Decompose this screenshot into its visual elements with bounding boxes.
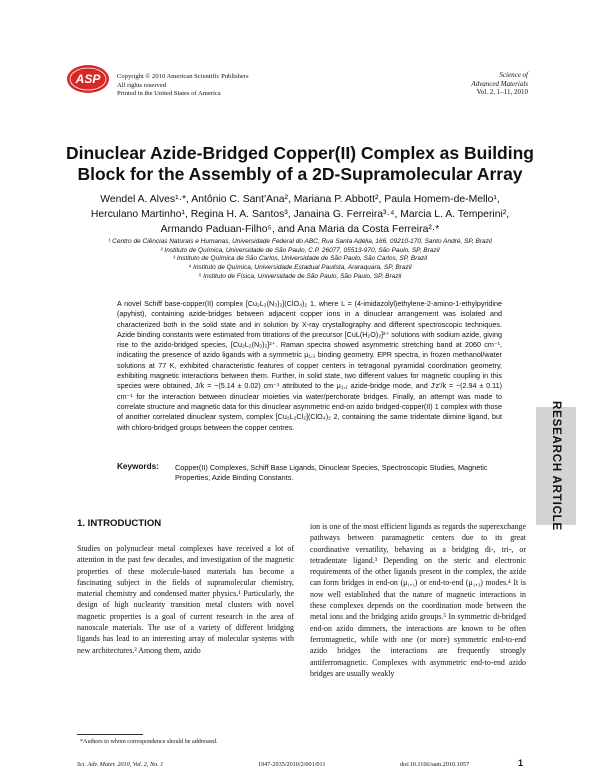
keywords-label: Keywords: (117, 462, 159, 471)
footer-doi: doi:10.1166/sam.2010.1057 (400, 761, 470, 768)
keywords-text: Copper(II) Complexes, Schiff Base Ligands, Dinuclear Species, Spectroscopic Studies, Magnetic Properties, Azide Binding Constants. (175, 463, 488, 483)
author-line: Armando Paduan-Filho⁵, and Ana Maria da Costa Ferreira²·* (160, 224, 440, 235)
intro-column-left: Studies on polynuclear metal complexes have received a lot of attention in the past few decades, and investigation of the magnetic properties of these molecule-based materials has become a fascinating subject in the fields of supramolecular chemistry, material chemistry and condensed matter physics.¹ Particularly, the design of high nuclearity transition metal clusters with novel magnetic properties is a goal of current research in the area of nanoscale materials. The use of a variety of different bridging ligands has lead to an interesting array of molecular systems with new architectures.² Among them, azido (77, 544, 294, 655)
author-line: Herculano Martinho¹, Regina H. A. Santos³, Janaina G. Ferreira³·⁴, Marcia L. A. Temperini², (90, 209, 510, 220)
section-heading: 1. INTRODUCTION (77, 518, 162, 529)
author-line: Wendel A. Alves¹·*, Antônio C. Sant'Ana², Mariana P. Abbott², Paula Homem-de-Mello¹, (100, 194, 500, 205)
copyright-block (117, 73, 249, 99)
asp-logo (66, 64, 110, 94)
footnote-divider (77, 734, 143, 735)
affiliation: ⁵ Instituto de Física, Universidade de São Paulo, São Paulo, SP, Brazil (198, 272, 402, 280)
paper-title: Dinuclear Azide-Bridged Copper(II) Complex as Building Block for the Assembly of a 2D-Supramolecular Array (65, 143, 534, 184)
journal-name-line: Advanced Materials (471, 79, 528, 88)
intro-column-right: ion is one of the most efficient ligands as regards the superexchange pathways between paramagnetic centers due to its great coordinative versatility, behaving as a bridging di-, tri-, or tetradentate ligand.³ Depending on the steric and electronic requirements of the other ligands present in the complex, the azide can form bridges in end-on (μ₁,₁) or end-to-end (μ₁,₃) modes.⁴ It is now well established that the nature of magnetic interactions in these complexes depends on the coordination mode between the metal ions and the bridging azido groups.⁵ In symmetric di-bridged end-on azido dimmers, the interactions are known to be often ferromagnetic, while with one (or more) symmetric end-to-end azido bridges the interactions are frequently strongly antiferromagnetic. Complexes with asymmetric end-to-end azido bridges are usually weakly (310, 522, 526, 678)
sidebar-label: RESEARCH ARTICLE (550, 401, 562, 531)
footer-issn: 1947-2935/2010/2/001/011 (258, 761, 326, 768)
affiliation: ³ Instituto de Química de São Carlos, Universidade de São Paulo, São Carlos, SP, Brazil (172, 255, 428, 263)
affiliation: ² Instituto de Química, Universidade de São Paulo, C.P. 26077, 05513-970, São Paulo, SP, Brazil (160, 246, 440, 254)
logo-text: ASP (75, 72, 101, 86)
author-list (80, 192, 520, 237)
copyright-line: Copyright © 2010 American Scientific Publishers (117, 73, 249, 80)
abstract: A novel Schiff base-copper(II) complex [Cu₂L₂(N₃)₂](ClO₄)₂ 1, where L = (4-imidazolyl)ethylene-2-amino-1-ethylpyridine (apyhist), containing azide-bridges between adjacent copper ions in a dinuclear arrangement was isolated and characterized both in the solid state and in solution by X-ray crystallography and different spectroscopic techniques. Azide binding constants were estimated from titrations of the precursor [CuL(H₂O)₂]²⁺ solutions with sodium azide, giving rise to the azido-bridged species, [Cu₂L₂(N₃)₂]²⁺. Raman spectra showed asymmetric stretching band at 2060 cm⁻¹, indicating the presence of azido ligands with a symmetric μ₁,₁ binding geometry. EPR spectra, in frozen methanol/water solutions at 77 K, exhibited characteristic features of copper centers in tetragonal pyramidal coordination geometry, exhibiting magnetic interactions between them. Further, in solid state, two different values for magnetic coupling in this species were obtained, J/k = −(5.14 ± 0.02) cm⁻¹ attributed to the μ₁,₁ azide-bridge mode, and J′z′/k = −(2.94 ± 0.11) cm⁻¹ for the interaction between dinuclear moieties via water/perchorate bridges. Finally, an attempt was made to correlate structure and magnetic data for this dinuclear asymmetric end-on azido bridged-copper(II) 1 complex with those of another correlated dinuclear system, complex [Cu₂L₂Cl₂](ClO₄)₂ 2, containing the same tridentate diimine ligand, but with chloro-bridged groups between the copper centres. (117, 299, 502, 432)
affiliation: ¹ Centro de Ciências Naturais e Humanas, Universidade Federal do ABC, Rua Santa Adélia, 166, 09210-170, Santo André, SP, Brazil (108, 238, 492, 245)
journal-volume: Vol. 2, 1–11, 2010 (476, 88, 528, 97)
copyright-line: Printed in the United States of America (117, 90, 221, 98)
affiliation-list (60, 238, 540, 282)
research-article-sidebar (536, 401, 576, 531)
journal-name-line: Science of (499, 71, 528, 79)
copyright-line: All rights reserved (117, 81, 167, 89)
affiliation: ⁴ Instituto de Química, Universidade Estadual Paulista, Araraquara, SP, Brazil (188, 264, 412, 272)
journal-info (471, 71, 528, 97)
footer-citation: Sci. Adv. Mater. 2010, Vol. 2, No. 1 (77, 761, 164, 768)
correspondence-footnote: *Authors to whom correspondence should be addressed. (80, 739, 218, 745)
page-number: 1 (518, 758, 524, 768)
